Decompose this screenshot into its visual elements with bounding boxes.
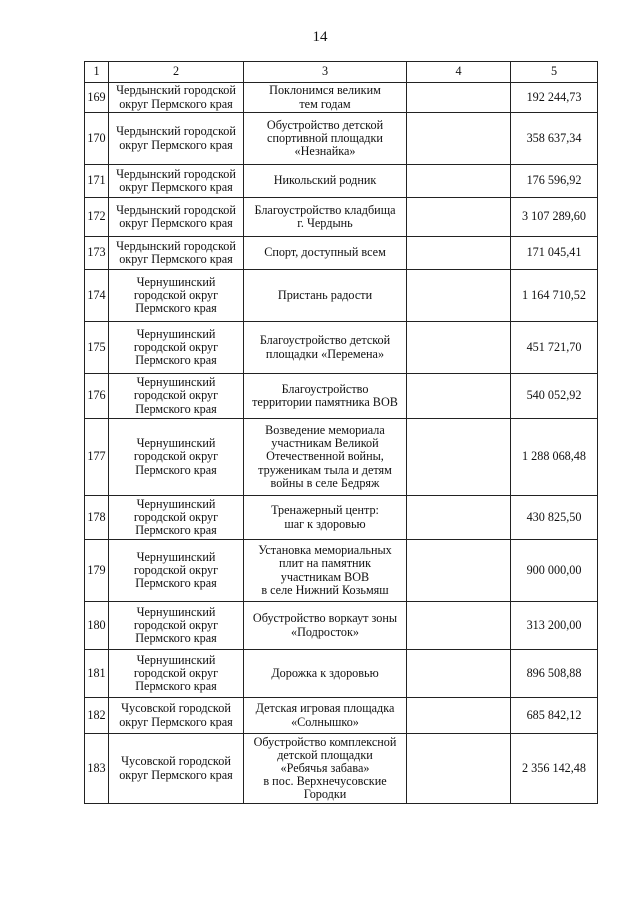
table-row xyxy=(85,602,598,650)
column-4-cell xyxy=(407,602,511,650)
amount-cell-text: 2 356 142,48 xyxy=(522,760,586,775)
municipality-cell-text: Чернушинский городской округ Пермского края xyxy=(133,652,219,694)
table-row xyxy=(85,113,598,165)
amount-cell xyxy=(511,374,598,419)
municipality-cell-text: Чернушинский городской округ Пермского края xyxy=(133,326,219,368)
amount-cell-text: 313 200,00 xyxy=(526,617,582,632)
amount-cell-text: 540 052,92 xyxy=(526,388,582,403)
row-number-text: 176 xyxy=(87,388,106,403)
page-number: 14 xyxy=(312,29,328,45)
row-number-text: 170 xyxy=(87,130,106,145)
municipality-cell xyxy=(109,650,244,698)
row-number xyxy=(85,113,109,165)
amount-cell-text: 1 288 068,48 xyxy=(522,449,586,464)
municipality-cell-text: Чернушинский городской округ Пермского края xyxy=(133,549,219,591)
row-number xyxy=(85,734,109,804)
project-name-cell-text: Обустройство комплексной детской площадки «Ребячья забава» в пос. Верхнечусовские Городки xyxy=(253,734,397,802)
project-name-cell xyxy=(244,270,407,322)
table-row xyxy=(85,83,598,113)
column-4-cell xyxy=(407,650,511,698)
municipality-cell xyxy=(109,602,244,650)
table-row xyxy=(85,374,598,419)
row-number xyxy=(85,602,109,650)
row-number xyxy=(85,374,109,419)
municipality-cell xyxy=(109,540,244,602)
row-number-text: 178 xyxy=(87,509,106,524)
column-4-cell xyxy=(407,698,511,734)
amount-cell xyxy=(511,602,598,650)
table-row xyxy=(85,734,598,804)
amount-cell xyxy=(511,113,598,165)
municipality-cell-text: Чусовской городской округ Пермского края xyxy=(119,754,233,782)
project-name-cell xyxy=(244,650,407,698)
column-4-cell xyxy=(407,419,511,496)
column-4-cell xyxy=(407,322,511,374)
row-number-text: 177 xyxy=(87,449,106,464)
amount-cell-text: 685 842,12 xyxy=(526,707,582,722)
row-number xyxy=(85,198,109,237)
column-4-cell xyxy=(407,113,511,165)
amount-cell-text: 451 721,70 xyxy=(526,339,582,354)
project-name-cell-text: Обустройство детской спортивной площадки «Незнайка» xyxy=(266,117,384,159)
column-4-cell xyxy=(407,270,511,322)
project-name-cell-text: Благоустройство территории памятника ВОВ xyxy=(252,381,398,409)
project-name-cell xyxy=(244,496,407,540)
project-name-cell-text: Поклонимся великим тем годам xyxy=(269,83,381,111)
column-4-cell xyxy=(407,540,511,602)
project-name-cell xyxy=(244,540,407,602)
project-name-cell-text: Обустройство воркаут зоны «Подросток» xyxy=(252,611,398,639)
project-name-cell xyxy=(244,322,407,374)
project-name-cell-text: Установка мемориальных плит на памятник участникам ВОВ в селе Нижний Козьмяш xyxy=(258,543,392,597)
table-row xyxy=(85,270,598,322)
column-4-cell xyxy=(407,237,511,270)
column-4-cell xyxy=(407,198,511,237)
amount-cell-text: 192 244,73 xyxy=(526,89,582,104)
row-number xyxy=(85,322,109,374)
amount-cell-text: 1 164 710,52 xyxy=(522,287,586,302)
amount-cell xyxy=(511,419,598,496)
municipality-cell-text: Чердынский городской округ Пермского края xyxy=(116,238,236,266)
municipality-cell-text: Чердынский городской округ Пермского края xyxy=(116,202,236,230)
column-4-cell xyxy=(407,165,511,198)
amount-cell xyxy=(511,83,598,113)
municipality-cell xyxy=(109,237,244,270)
table-body xyxy=(85,83,598,804)
municipality-cell xyxy=(109,734,244,804)
municipality-cell-text: Чернушинский городской округ Пермского края xyxy=(133,274,219,316)
row-number xyxy=(85,540,109,602)
row-number-text: 171 xyxy=(87,173,106,188)
municipality-cell xyxy=(109,270,244,322)
amount-cell-text: 171 045,41 xyxy=(526,245,582,260)
amount-cell-text: 358 637,34 xyxy=(526,130,582,145)
project-name-cell xyxy=(244,374,407,419)
project-name-cell-text: Пристань радости xyxy=(277,287,373,302)
row-number-text: 179 xyxy=(87,562,106,577)
project-name-cell xyxy=(244,83,407,113)
header-col-4: 4 xyxy=(407,62,511,83)
row-number xyxy=(85,650,109,698)
row-number-text: 182 xyxy=(87,707,106,722)
project-name-cell-text: Тренажерный центр: шаг к здоровью xyxy=(271,503,379,531)
municipality-cell xyxy=(109,322,244,374)
amount-cell xyxy=(511,237,598,270)
project-name-cell-text: Дорожка к здоровью xyxy=(271,665,379,680)
project-name-cell-text: Возведение мемориала участникам Великой Отечественной войны, труженикам тыла и детям войны в селе Бедряж xyxy=(258,423,392,490)
municipality-cell-text: Чердынский городской округ Пермского края xyxy=(116,166,236,194)
table-row xyxy=(85,237,598,270)
header-col-3: 3 xyxy=(244,62,407,83)
row-number xyxy=(85,496,109,540)
amount-cell-text: 896 508,88 xyxy=(526,665,582,680)
amount-cell xyxy=(511,322,598,374)
row-number-text: 169 xyxy=(87,89,106,104)
row-number xyxy=(85,270,109,322)
table-row xyxy=(85,650,598,698)
municipality-cell-text: Чусовской городской округ Пермского края xyxy=(119,701,233,729)
column-4-cell xyxy=(407,496,511,540)
project-name-cell xyxy=(244,237,407,270)
row-number-text: 180 xyxy=(87,617,106,632)
header-col-5: 5 xyxy=(511,62,598,83)
municipality-cell-text: Чернушинский городской округ Пермского края xyxy=(133,604,219,646)
header-col-2: 2 xyxy=(109,62,244,83)
municipality-cell-text: Чернушинский городской округ Пермского края xyxy=(133,375,219,416)
municipality-cell-text: Чердынский городской округ Пермского края xyxy=(116,124,236,152)
amount-cell xyxy=(511,734,598,804)
municipality-cell xyxy=(109,374,244,419)
project-name-cell-text: Спорт, доступный всем xyxy=(264,245,386,260)
municipality-cell xyxy=(109,419,244,496)
row-number-text: 173 xyxy=(87,245,106,260)
municipality-cell xyxy=(109,83,244,113)
municipality-cell xyxy=(109,198,244,237)
amount-cell-text: 176 596,92 xyxy=(526,173,582,188)
table-row xyxy=(85,165,598,198)
amount-cell-text: 430 825,50 xyxy=(526,509,582,524)
table-row xyxy=(85,419,598,496)
municipality-cell-text: Чердынский городской округ Пермского края xyxy=(116,83,236,111)
municipality-cell-text: Чернушинский городской округ Пермского края xyxy=(133,496,219,538)
table-row xyxy=(85,198,598,237)
amount-cell xyxy=(511,198,598,237)
project-name-cell-text: Детская игровая площадка «Солнышко» xyxy=(255,701,395,729)
column-4-cell xyxy=(407,374,511,419)
amount-cell xyxy=(511,496,598,540)
row-number-text: 183 xyxy=(87,760,106,775)
municipality-cell xyxy=(109,113,244,165)
amount-cell xyxy=(511,270,598,322)
project-name-cell xyxy=(244,698,407,734)
amount-cell xyxy=(511,540,598,602)
row-number-text: 172 xyxy=(87,209,106,224)
amount-cell-text: 900 000,00 xyxy=(526,562,582,577)
row-number-text: 181 xyxy=(87,665,106,680)
project-name-cell xyxy=(244,165,407,198)
project-name-cell-text: Благоустройство детской площадки «Перемена» xyxy=(259,333,391,361)
amount-cell-text: 3 107 289,60 xyxy=(522,209,586,224)
municipality-cell-text: Чернушинский городской округ Пермского края xyxy=(133,436,219,477)
project-name-cell xyxy=(244,734,407,804)
table-row xyxy=(85,322,598,374)
row-number xyxy=(85,165,109,198)
projects-table xyxy=(84,61,598,804)
project-name-cell xyxy=(244,602,407,650)
row-number xyxy=(85,83,109,113)
table-row xyxy=(85,496,598,540)
project-name-cell xyxy=(244,113,407,165)
table-row xyxy=(85,540,598,602)
amount-cell xyxy=(511,165,598,198)
amount-cell xyxy=(511,698,598,734)
row-number-text: 175 xyxy=(87,339,106,354)
row-number xyxy=(85,419,109,496)
municipality-cell xyxy=(109,496,244,540)
header-col-1: 1 xyxy=(85,62,109,83)
table-header-row xyxy=(85,62,598,83)
project-name-cell xyxy=(244,198,407,237)
table-row xyxy=(85,698,598,734)
column-4-cell xyxy=(407,734,511,804)
project-name-cell-text: Никольский родник xyxy=(273,173,377,188)
amount-cell xyxy=(511,650,598,698)
project-name-cell xyxy=(244,419,407,496)
row-number-text: 174 xyxy=(87,287,106,302)
row-number xyxy=(85,698,109,734)
municipality-cell xyxy=(109,165,244,198)
column-4-cell xyxy=(407,83,511,113)
row-number xyxy=(85,237,109,270)
municipality-cell xyxy=(109,698,244,734)
project-name-cell-text: Благоустройство кладбища г. Чердынь xyxy=(254,202,396,230)
